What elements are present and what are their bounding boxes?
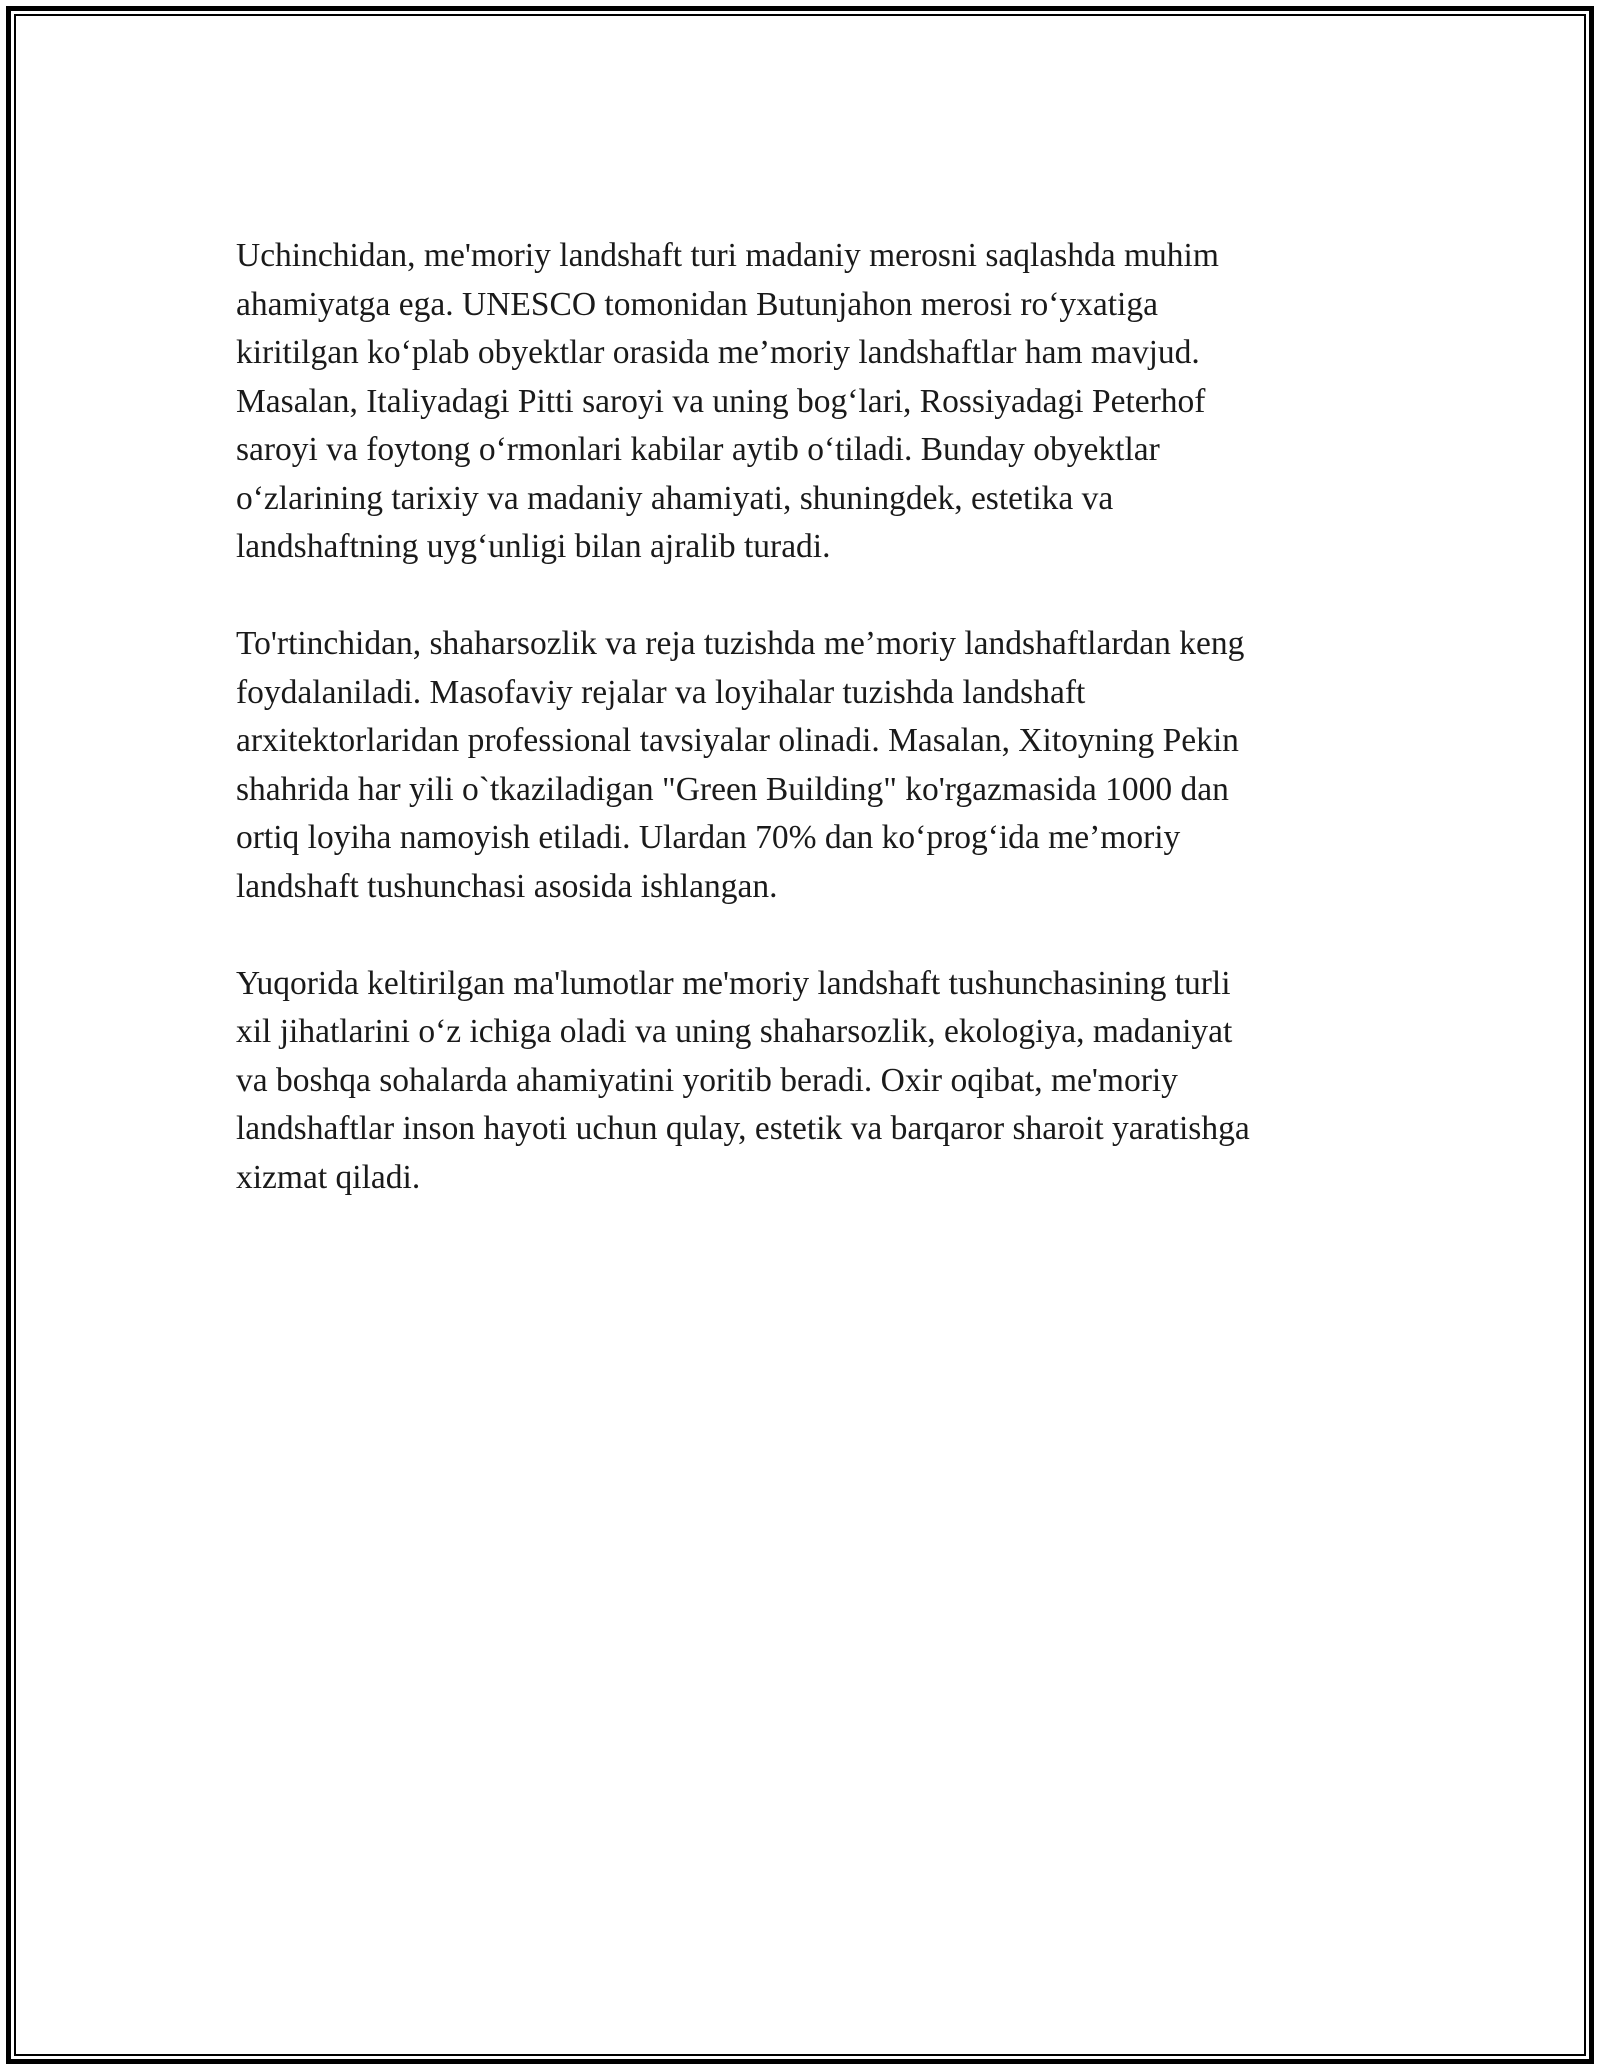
document-body bbox=[236, 232, 1386, 1251]
text-line: ortiq loyiha namoyish etiladi. Ulardan 70% dan ko‘prog‘ida me’moriy bbox=[236, 819, 1181, 856]
text-line: ahamiyatga ega. UNESCO tomonidan Butunjahon merosi ro‘yxatiga bbox=[236, 285, 1158, 323]
text-line: xizmat qiladi. bbox=[236, 1158, 421, 1196]
paragraph-1 bbox=[236, 232, 1386, 572]
text-line: To'rtinchidan, shaharsozlik va reja tuzishda me’moriy landshaftlardan keng bbox=[236, 625, 1245, 662]
text-line: saroyi va foytong o‘rmonlari kabilar aytib o‘tiladi. Bunday obyektlar bbox=[236, 431, 1160, 468]
text-line: Masalan, Italiyadagi Pitti saroyi va uning bog‘lari, Rossiyadagi Peterhof bbox=[236, 382, 1206, 420]
text-line: landshaftning uyg‘unligi bilan ajralib turadi. bbox=[236, 528, 831, 565]
paragraph-2 bbox=[236, 620, 1386, 911]
text-line: landshaftlar inson hayoti uchun qulay, estetik va barqaror sharoit yaratishga bbox=[236, 1110, 1250, 1147]
text-line: landshaft tushunchasi asosida ishlangan. bbox=[236, 867, 778, 905]
text-line: o‘zlarining tarixiy va madaniy ahamiyati, shuningdek, estetika va bbox=[236, 479, 1114, 517]
text-line: kiritilgan ko‘plab obyektlar orasida me’moriy landshaftlar ham mavjud. bbox=[236, 334, 1200, 371]
text-line: xil jihatlarini o‘z ichiga oladi va uning shaharsozlik, ekologiya, madaniyat bbox=[236, 1013, 1233, 1050]
text-line: Yuqorida keltirilgan ma'lumotlar me'moriy landshaft tushunchasining turli bbox=[236, 964, 1231, 1002]
text-line: shahrida har yili o`tkaziladigan "Green Building" ko'rgazmasida 1000 dan bbox=[236, 770, 1229, 808]
text-line: va boshqa sohalarda ahamiyatini yoritib beradi. Oxir oqibat, me'moriy bbox=[236, 1061, 1178, 1099]
text-line: foydalaniladi. Masofaviy rejalar va loyihalar tuzishda landshaft bbox=[236, 673, 1086, 711]
text-line: Uchinchidan, me'moriy landshaft turi madaniy merosni saqlashda muhim bbox=[236, 237, 1219, 274]
paragraph-3 bbox=[236, 960, 1386, 1203]
text-line: arxitektorlaridan professional tavsiyalar olinadi. Masalan, Xitoyning Pekin bbox=[236, 722, 1239, 759]
